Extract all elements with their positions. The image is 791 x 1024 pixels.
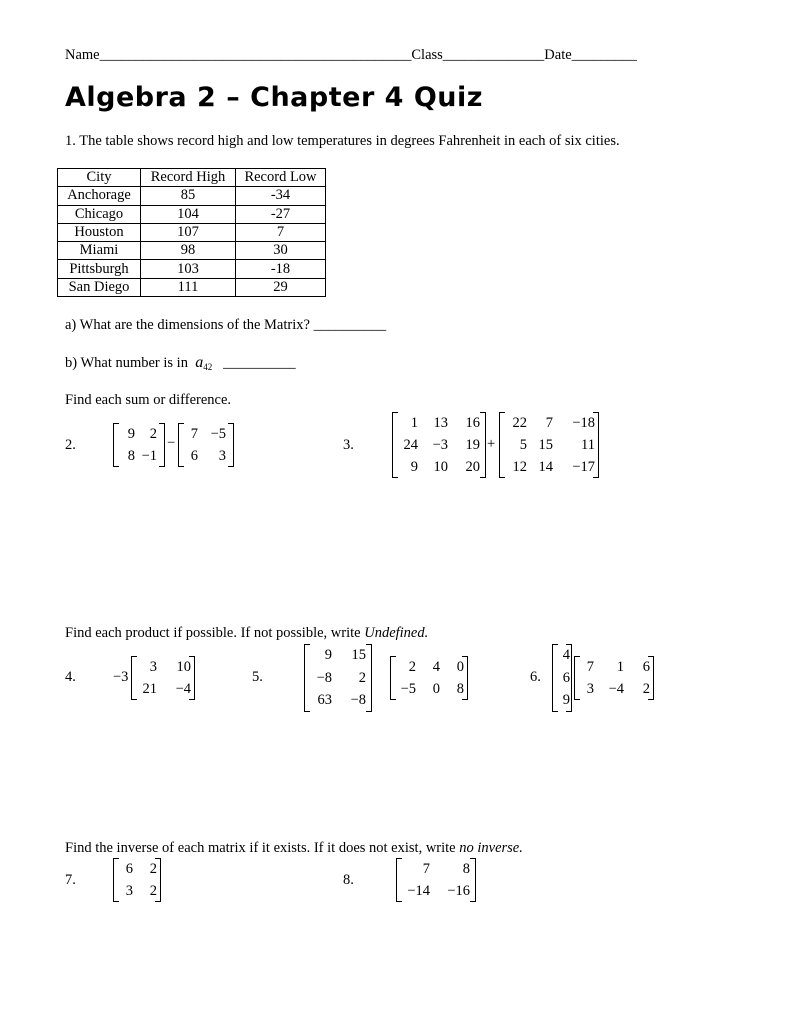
table-header-row <box>58 169 326 187</box>
section-inverse-text: Find the inverse of each matrix if it exists. If it does not exist, write <box>65 840 460 856</box>
section-product-text: Find each product if possible. If not possible, write <box>65 625 365 641</box>
q5-matrix-b <box>390 656 468 700</box>
matrix-entry: 3 <box>149 658 157 675</box>
matrix-entry: −17 <box>572 458 595 475</box>
matrix-entry: 13 <box>433 414 448 431</box>
matrix-entry: 6 <box>190 447 198 464</box>
table-cell: -34 <box>236 187 326 205</box>
matrix-right-bracket <box>228 423 234 467</box>
matrix-entry: 4 <box>562 646 570 663</box>
matrix-entry: 10 <box>433 458 448 475</box>
section-product-em: Undefined. <box>364 625 429 641</box>
matrix-entry: 0 <box>432 680 440 697</box>
matrix-left-bracket <box>392 412 398 478</box>
matrix-entry: 11 <box>581 436 595 453</box>
table-cell: 7 <box>236 223 326 241</box>
section-sum-heading: Find each sum or difference. <box>65 392 232 408</box>
temperature-table <box>57 168 326 297</box>
matrix-entry: 4 <box>432 658 440 675</box>
page-title: Algebra 2 – Chapter 4 Quiz <box>65 82 483 113</box>
q1-part-b-var: a <box>195 354 204 371</box>
table-row <box>58 278 326 296</box>
table-cell: 104 <box>141 205 236 223</box>
matrix-entry: 2 <box>149 425 157 442</box>
q3-matrix-a <box>392 412 486 478</box>
matrix-left-bracket <box>574 656 580 700</box>
col-city: City <box>58 169 141 187</box>
q3-number: 3. <box>343 437 354 453</box>
table-cell: -27 <box>236 205 326 223</box>
matrix-entry: 24 <box>403 436 418 453</box>
matrix-entry: 22 <box>512 414 527 431</box>
matrix-entry: 3 <box>586 680 594 697</box>
matrix-left-bracket <box>390 656 396 700</box>
matrix-entry: −8 <box>316 669 332 686</box>
table-cell: 111 <box>141 278 236 296</box>
q1-part-b-prefix: b) What number is in <box>65 355 188 371</box>
matrix-entry: 8 <box>462 860 470 877</box>
table-cell: Pittsburgh <box>58 260 141 278</box>
q2-number: 2. <box>65 437 76 453</box>
table-cell: 30 <box>236 242 326 260</box>
class-label: Class <box>411 47 443 63</box>
table-cell: Houston <box>58 223 141 241</box>
q4-number: 4. <box>65 669 76 685</box>
q5-matrix-a <box>304 644 372 712</box>
matrix-right-bracket <box>470 858 476 902</box>
matrix-entry: 6 <box>562 669 570 686</box>
matrix-entry: 21 <box>142 680 157 697</box>
matrix-entry: 5 <box>519 436 527 453</box>
q2-operator: − <box>167 435 176 451</box>
matrix-entry: 2 <box>149 882 157 899</box>
table-cell: 103 <box>141 260 236 278</box>
q2-matrix-a <box>113 423 165 467</box>
matrix-entry: 15 <box>538 436 553 453</box>
table-row <box>58 242 326 260</box>
col-record-high: Record High <box>141 169 236 187</box>
matrix-right-bracket <box>366 644 372 712</box>
matrix-right-bracket <box>159 423 165 467</box>
name-blank[interactable]: ___________________________________________ <box>99 47 412 63</box>
matrix-entry: 10 <box>176 658 191 675</box>
q1-prompt: 1. The table shows record high and low temperatures in degrees Fahrenheit in each of six cities. <box>65 133 620 149</box>
matrix-entry: 2 <box>358 669 366 686</box>
table-cell: Anchorage <box>58 187 141 205</box>
class-blank[interactable]: ______________ <box>442 47 545 63</box>
matrix-entry: −3 <box>432 436 448 453</box>
date-blank[interactable]: _________ <box>571 47 637 63</box>
section-inverse-em: no inverse. <box>459 840 523 856</box>
matrix-entry: 15 <box>351 646 366 663</box>
matrix-entry: −4 <box>175 680 191 697</box>
matrix-entry: 7 <box>422 860 430 877</box>
table-cell: Miami <box>58 242 141 260</box>
matrix-entry: 7 <box>586 658 594 675</box>
matrix-entry: 1 <box>616 658 624 675</box>
q6-number: 6. <box>530 669 541 685</box>
matrix-entry: 9 <box>127 425 135 442</box>
q1-part-a: a) What are the dimensions of the Matrix? __________ <box>65 317 387 333</box>
name-label: Name <box>65 47 100 63</box>
table-cell: 98 <box>141 242 236 260</box>
matrix-entry: 7 <box>545 414 553 431</box>
q8-number: 8. <box>343 872 354 888</box>
matrix-entry: 16 <box>465 414 480 431</box>
q7-matrix <box>113 858 161 902</box>
matrix-entry: 14 <box>538 458 553 475</box>
matrix-entry: 2 <box>642 680 650 697</box>
matrix-entry: −18 <box>572 414 595 431</box>
matrix-entry: −14 <box>407 882 430 899</box>
matrix-left-bracket <box>304 644 310 712</box>
section-product-heading <box>65 625 428 642</box>
matrix-entry: 12 <box>512 458 527 475</box>
q3-matrix-b <box>499 412 599 478</box>
table-row <box>58 205 326 223</box>
matrix-entry: −1 <box>141 447 157 464</box>
matrix-left-bracket <box>131 656 137 700</box>
matrix-entry: 6 <box>642 658 650 675</box>
matrix-entry: 20 <box>465 458 480 475</box>
matrix-entry: 2 <box>408 658 416 675</box>
col-record-low: Record Low <box>236 169 326 187</box>
matrix-entry: 19 <box>465 436 480 453</box>
matrix-entry: 3 <box>218 447 226 464</box>
matrix-entry: 8 <box>127 447 135 464</box>
table-cell: 29 <box>236 278 326 296</box>
matrix-entry: 0 <box>456 658 464 675</box>
q6-matrix-b <box>574 656 654 700</box>
matrix-entry: −16 <box>447 882 470 899</box>
table-row <box>58 260 326 278</box>
matrix-entry: 9 <box>562 692 570 709</box>
matrix-entry: 8 <box>456 680 464 697</box>
matrix-right-bracket <box>480 412 486 478</box>
q1-part-b <box>65 354 296 372</box>
q8-matrix <box>396 858 476 902</box>
matrix-entry: 6 <box>125 860 133 877</box>
table-row <box>58 187 326 205</box>
matrix-entry: 7 <box>190 425 198 442</box>
matrix-entry: −8 <box>350 692 366 709</box>
matrix-left-bracket <box>396 858 402 902</box>
q6-matrix-a <box>552 644 572 712</box>
q1-part-b-blank[interactable]: __________ <box>223 355 296 371</box>
matrix-entry: 1 <box>410 414 418 431</box>
matrix-left-bracket <box>499 412 505 478</box>
q3-operator: + <box>487 436 496 452</box>
q2-matrix-b <box>178 423 234 467</box>
table-cell: Chicago <box>58 205 141 223</box>
table-cell: 85 <box>141 187 236 205</box>
matrix-entry: 63 <box>317 692 332 709</box>
header-line <box>65 47 637 64</box>
section-inverse-heading <box>65 840 523 857</box>
matrix-entry: 2 <box>149 860 157 877</box>
matrix-entry: 9 <box>324 646 332 663</box>
table-cell: -18 <box>236 260 326 278</box>
table-row <box>58 223 326 241</box>
q4-scalar: −3 <box>113 669 129 685</box>
matrix-left-bracket <box>178 423 184 467</box>
q7-number: 7. <box>65 872 76 888</box>
matrix-left-bracket <box>552 644 558 712</box>
matrix-left-bracket <box>113 423 119 467</box>
matrix-entry: 3 <box>125 882 133 899</box>
matrix-entry: −5 <box>210 425 226 442</box>
date-label: Date <box>544 47 572 63</box>
q5-number: 5. <box>252 669 263 685</box>
matrix-entry: −5 <box>400 680 416 697</box>
matrix-entry: −4 <box>608 680 624 697</box>
matrix-entry: 9 <box>410 458 418 475</box>
table-cell: San Diego <box>58 278 141 296</box>
table-cell: 107 <box>141 223 236 241</box>
matrix-left-bracket <box>113 858 119 902</box>
q4-matrix <box>131 656 195 700</box>
q1-part-b-sub: 42 <box>203 362 213 372</box>
